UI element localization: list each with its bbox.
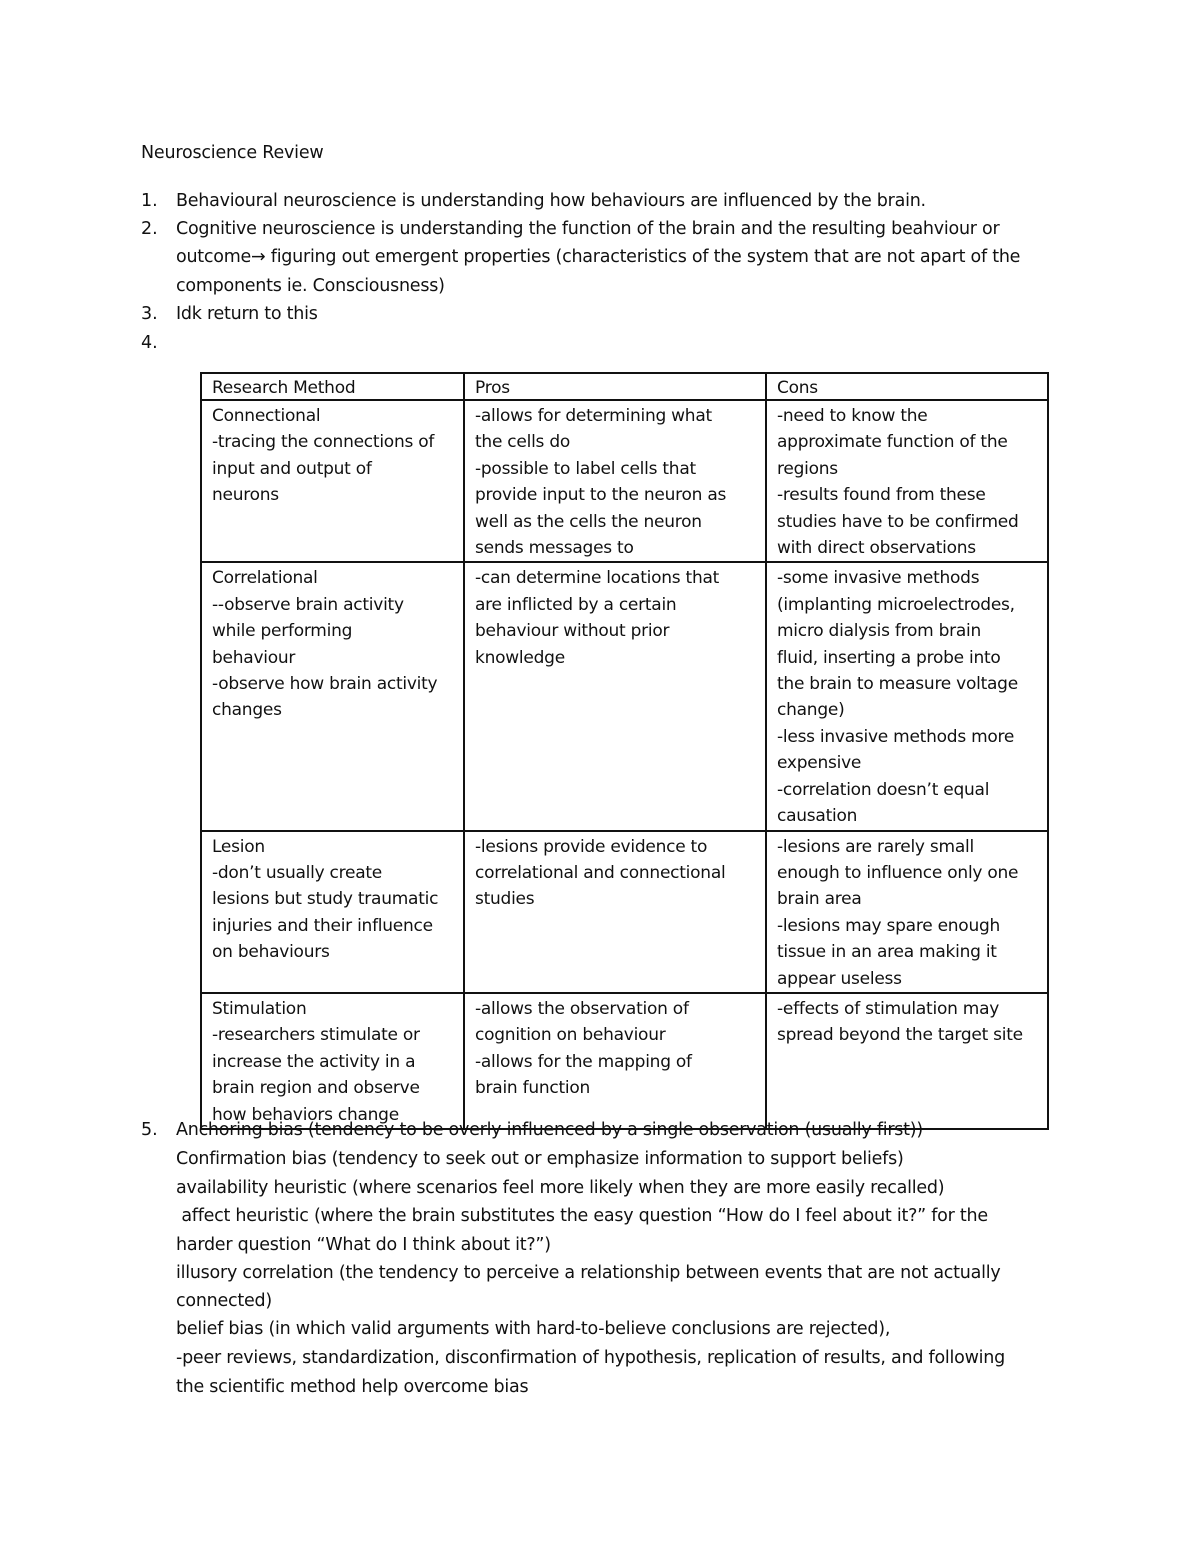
cons-cell — [766, 993, 1048, 1129]
cell-line: brain region and observe — [212, 1078, 420, 1099]
item-text: outcome→ figuring out emergent properties (characteristics of the system that are not apart of the — [176, 247, 1021, 267]
cell-line: sends messages to — [475, 538, 634, 559]
header-research-method: Research Method — [201, 373, 464, 400]
item-number: 2. — [141, 219, 158, 239]
cell-line: behaviour — [212, 647, 296, 668]
item-text: -peer reviews, standardization, disconfirmation of hypothesis, replication of results, and following — [176, 1348, 1005, 1368]
cons-cell — [766, 831, 1048, 993]
cell-line: increase the activity in a — [212, 1051, 416, 1072]
pros-cell — [464, 562, 766, 830]
item-text: connected) — [176, 1291, 272, 1311]
cell-line: (implanting microelectrodes, — [777, 594, 1015, 615]
item-text: Idk return to this — [176, 304, 318, 324]
item-text: the scientific method help overcome bias — [176, 1377, 529, 1397]
table-row — [201, 400, 1048, 562]
cell-line: -possible to label cells that — [475, 458, 696, 479]
cell-line: neurons — [212, 485, 279, 506]
cell-line: studies have to be confirmed — [777, 511, 1019, 532]
cell-line: knowledge — [475, 647, 565, 668]
cell-line: Lesion — [212, 836, 265, 857]
cell-line: -some invasive methods — [777, 568, 980, 589]
cell-line: behaviour without prior — [475, 621, 670, 642]
pros-cell — [464, 831, 766, 993]
cell-line: -correlation doesn’t equal — [777, 779, 990, 800]
cell-line: the brain to measure voltage — [777, 674, 1018, 695]
cell-line: -don’t usually create — [212, 862, 383, 883]
cell-line: how behaviors change — [212, 1104, 399, 1125]
method-cell — [201, 400, 464, 562]
item-text: Behavioural neuroscience is understanding how behaviours are influenced by the brain. — [176, 191, 926, 211]
cell-line: -less invasive methods more — [777, 726, 1015, 747]
cell-line: -lesions provide evidence to — [475, 836, 708, 857]
cell-line: injuries and their influence — [212, 915, 433, 936]
cell-line: correlational and connectional — [475, 862, 726, 883]
pros-cell — [464, 993, 766, 1129]
cell-line: with direct observations — [777, 538, 976, 559]
cell-line: provide input to the neuron as — [475, 485, 727, 506]
cons-cell — [766, 562, 1048, 830]
table-row — [201, 993, 1048, 1129]
pros-cell — [464, 400, 766, 562]
cell-line: change) — [777, 700, 845, 721]
cell-line: Stimulation — [212, 998, 307, 1019]
cell-line: causation — [777, 806, 858, 827]
item-number: 4. — [141, 333, 158, 353]
item-text: Confirmation bias (tendency to seek out or emphasize information to support beliefs) — [176, 1149, 904, 1169]
cell-line: are inflicted by a certain — [475, 594, 677, 615]
cell-line: micro dialysis from brain — [777, 621, 982, 642]
cell-line: -tracing the connections of — [212, 432, 435, 453]
cell-line: -observe how brain activity — [212, 674, 438, 695]
cons-cell — [766, 400, 1048, 562]
cell-line: the cells do — [475, 432, 571, 453]
item-text: illusory correlation (the tendency to perceive a relationship between events that are not actually — [176, 1263, 1001, 1283]
cell-line: fluid, inserting a probe into — [777, 647, 1001, 668]
table-row — [201, 831, 1048, 993]
cell-line: Correlational — [212, 568, 318, 589]
header-cons: Cons — [766, 373, 1048, 400]
table-header-row — [201, 373, 1048, 400]
cell-line: brain area — [777, 889, 862, 910]
cell-line: -need to know the — [777, 406, 928, 426]
cell-line: on behaviours — [212, 942, 330, 963]
cell-line: -effects of stimulation may — [777, 998, 1000, 1019]
cell-line: Connectional — [212, 406, 321, 426]
cell-line: regions — [777, 458, 838, 479]
item-text: harder question “What do I think about it?”) — [176, 1235, 551, 1255]
cell-line: --observe brain activity — [212, 594, 404, 615]
item-text: affect heuristic (where the brain substitutes the easy question “How do I feel about it?” for the — [176, 1206, 988, 1226]
cell-line: spread beyond the target site — [777, 1025, 1023, 1046]
cell-line: -allows for the mapping of — [475, 1051, 692, 1072]
cell-line: enough to influence only one — [777, 862, 1019, 883]
cell-line: studies — [475, 889, 535, 910]
item-number: 3. — [141, 304, 158, 324]
item-text: availability heuristic (where scenarios feel more likely when they are more easily recalled) — [176, 1178, 945, 1198]
cell-line: -lesions may spare enough — [777, 915, 1001, 936]
cell-line: brain function — [475, 1078, 591, 1099]
cell-line: approximate function of the — [777, 432, 1008, 453]
table-row — [201, 562, 1048, 830]
cell-line: well as the cells the neuron — [475, 511, 702, 532]
cell-line: tissue in an area making it — [777, 942, 997, 963]
item-text: belief bias (in which valid arguments with hard-to-believe conclusions are rejected), — [176, 1319, 891, 1339]
research-methods-table — [200, 372, 1049, 1130]
cell-line: changes — [212, 700, 282, 721]
cell-line: -researchers stimulate or — [212, 1025, 420, 1046]
method-cell — [201, 993, 464, 1129]
cell-line: input and output of — [212, 458, 372, 479]
item-text: components ie. Consciousness) — [176, 276, 445, 296]
cell-line: -allows for determining what — [475, 406, 712, 426]
method-cell — [201, 562, 464, 830]
item-text: Anchoring bias (tendency to be overly influenced by a single observation (usually first)) — [176, 1120, 923, 1140]
cell-line: -can determine locations that — [475, 568, 720, 589]
cell-line: while performing — [212, 621, 353, 642]
method-cell — [201, 831, 464, 993]
item-number: 5. — [141, 1120, 158, 1140]
cell-line: -results found from these — [777, 485, 986, 506]
cell-line: cognition on behaviour — [475, 1025, 666, 1046]
header-pros: Pros — [464, 373, 766, 400]
document-title: Neuroscience Review — [141, 143, 324, 163]
cell-line: expensive — [777, 753, 862, 774]
cell-line: -allows the observation of — [475, 998, 689, 1019]
item-number: 1. — [141, 191, 158, 211]
cell-line: -lesions are rarely small — [777, 836, 974, 857]
item-text: Cognitive neuroscience is understanding the function of the brain and the resulting beahviour or — [176, 219, 1000, 239]
cell-line: lesions but study traumatic — [212, 889, 439, 910]
cell-line: appear useless — [777, 968, 902, 989]
